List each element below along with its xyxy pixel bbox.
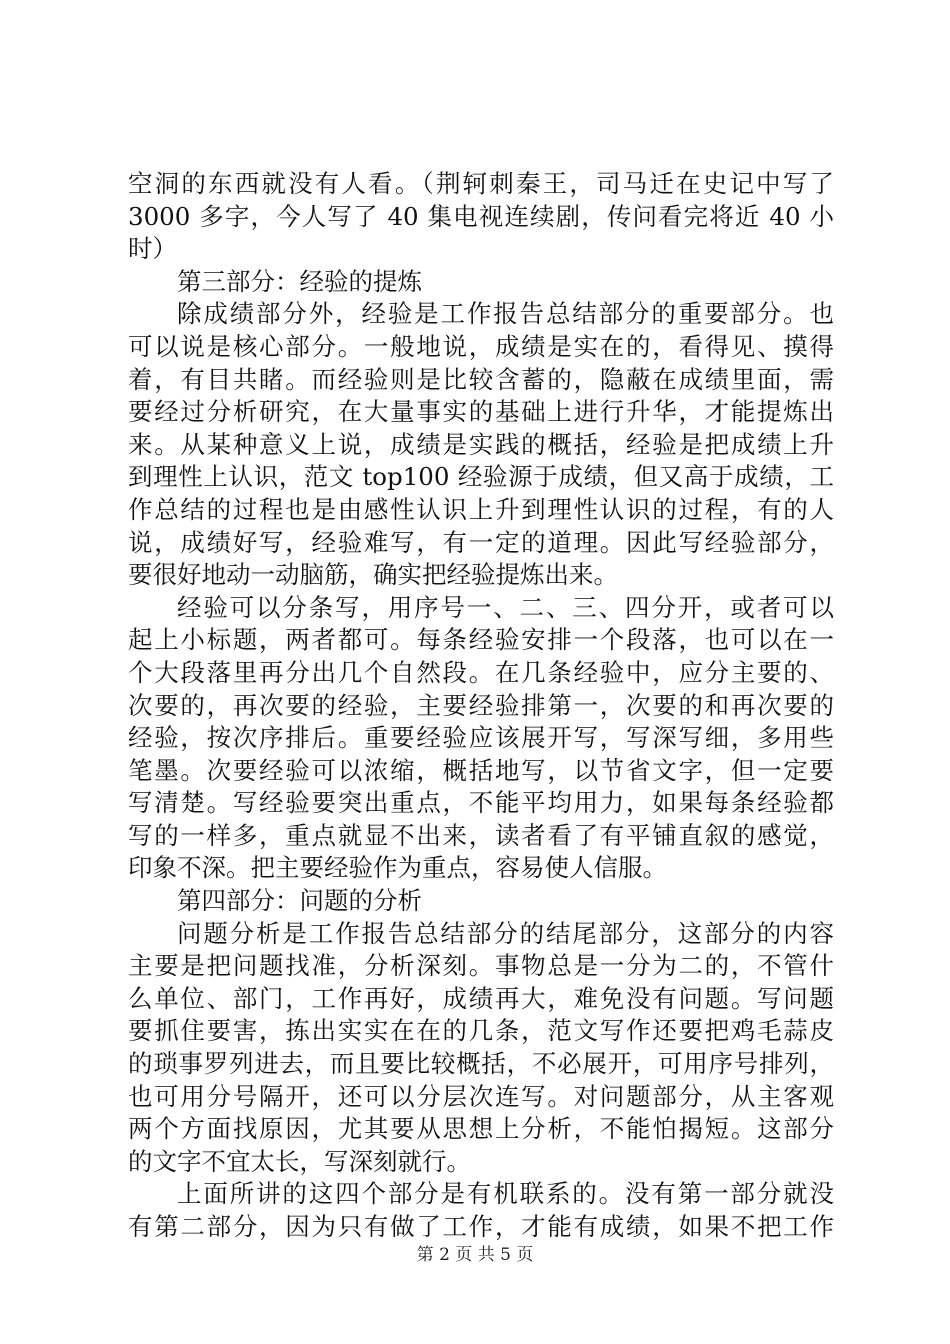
text-line: 要抓住要害，拣出实实在在的几条，范文写作还要把鸡毛蒜皮 [128, 1016, 834, 1046]
text-line: 经验，按次序排后。重要经验应该展开写，写深写细，多用些 [128, 723, 834, 753]
text-line: 的琐事罗列进去，而且要比较概括，不必展开，可用序号排列， [128, 1049, 834, 1079]
document-body [128, 168, 834, 1244]
text-line: 要很好地动一动脑筋，确实把经验提炼出来。 [128, 560, 618, 590]
text-line: 作总结的过程也是由感性认识上升到理性认识的过程，有的人 [128, 494, 834, 524]
text-line: 写清楚。写经验要突出重点，不能平均用力，如果每条经验都 [128, 788, 834, 818]
text-line: 印象不深。把主要经验作为重点，容易使人信服。 [128, 853, 667, 883]
text-line: 来。从某种意义上说，成绩是实践的概括，经验是把成绩上升 [128, 429, 834, 459]
text-line: 主要是把问题找准，分析深刻。事物总是一分为二的，不管什 [128, 951, 834, 981]
text-line: 要经过分析研究，在大量事实的基础上进行升华，才能提炼出 [128, 397, 834, 427]
text-line: 可以说是核心部分。一般地说，成绩是实在的，看得见、摸得 [128, 331, 834, 361]
section-heading: 第三部分：经验的提炼 [177, 266, 422, 296]
text-line: 笔墨。次要经验可以浓缩，概括地写，以节省文字，但一定要 [128, 755, 834, 785]
text-line: 个大段落里再分出几个自然段。在几条经验中，应分主要的、 [128, 657, 834, 687]
text-line: 空洞的东西就没有人看。（荆轲刺秦王，司马迁在史记中写了 [128, 169, 834, 198]
page-number-footer: 第 2 页 共 5 页 [416, 1245, 534, 1265]
text-line: 上面所讲的这四个部分是有机联系的。没有第一部分就没 [177, 1179, 834, 1209]
text-line: 有第二部分，因为只有做了工作，才能有成绩，如果不把工作 [128, 1212, 834, 1241]
text-line: 的文字不宜太长，写深刻就行。 [128, 1146, 471, 1176]
text-line: 除成绩部分外，经验是工作报告总结部分的重要部分。也 [177, 299, 834, 329]
text-line: 写的一样多，重点就显不出来，读者看了有平铺直叙的感觉， [128, 820, 834, 850]
text-line: 经验可以分条写，用序号一、二、三、四分开，或者可以 [177, 592, 834, 622]
text-line: 次要的，再次要的经验，主要经验排第一，次要的和再次要的 [128, 690, 834, 720]
text-line: 到理性上认识，范文 top100 经验源于成绩，但又高于成绩，工 [128, 462, 834, 492]
text-line: 问题分析是工作报告总结部分的结尾部分，这部分的内容 [177, 918, 834, 948]
text-line: 着，有目共睹。而经验则是比较含蓄的，隐蔽在成绩里面，需 [128, 364, 834, 394]
text-line: 时） [128, 234, 177, 264]
text-line: 3000 多字，今人写了 40 集电视连续剧，传问看完将近 40 小 [128, 201, 834, 231]
text-line: 也可用分号隔开，还可以分层次连写。对问题部分，从主客观 [128, 1081, 834, 1111]
text-line: 说，成绩好写，经验难写，有一定的道理。因此写经验部分， [128, 527, 834, 557]
section-heading: 第四部分：问题的分析 [177, 886, 422, 916]
text-line: 么单位、部门，工作再好，成绩再大，难免没有问题。写问题 [128, 983, 834, 1013]
text-line: 两个方面找原因，尤其要从思想上分析，不能怕揭短。这部分 [128, 1114, 834, 1144]
text-line: 起上小标题，两者都可。每条经验安排一个段落，也可以在一 [128, 625, 834, 655]
